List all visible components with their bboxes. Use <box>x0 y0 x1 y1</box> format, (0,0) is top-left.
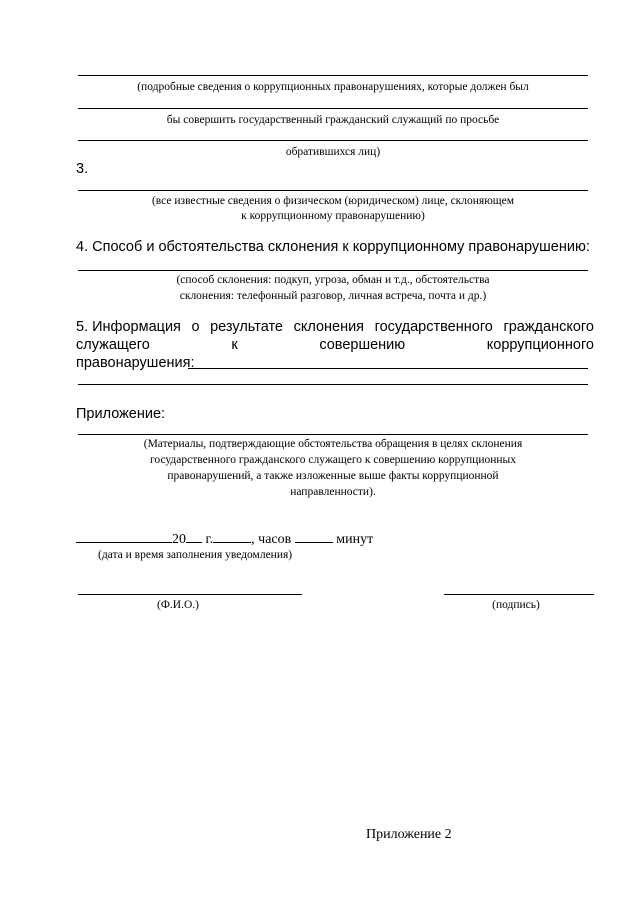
appendix-label: Приложение 2 <box>366 827 452 842</box>
section5-line2 <box>76 336 594 354</box>
word: склонения <box>293 319 365 335</box>
word: государственного <box>374 319 493 335</box>
section2-note-line1: (подробные сведения о коррупционных правонарушениях, которые должен был <box>137 81 529 93</box>
year-suffix: г. <box>205 532 214 547</box>
attachment-note-line1: (Материалы, подтверждающие обстоятельства обращения в целях склонения <box>143 438 523 450</box>
fill-line <box>78 108 588 109</box>
year-prefix: 20 <box>172 532 186 547</box>
attachment-note-line2: государственного гражданского служащего к совершению коррупционных <box>149 454 517 466</box>
date-time-caption: (дата и время заполнения уведомления) <box>98 549 293 561</box>
fill-line <box>78 75 588 76</box>
fill-line <box>78 270 588 271</box>
fill-line <box>188 368 588 369</box>
minutes-label: минут <box>336 532 374 547</box>
signature-caption: (подпись) <box>492 599 540 611</box>
section5-line3: правонарушения: <box>76 355 195 371</box>
attachment-heading: Приложение: <box>76 406 166 422</box>
word: результате <box>210 319 283 335</box>
word: коррупционного <box>486 337 594 353</box>
fio-caption: (Ф.И.О.) <box>157 599 199 611</box>
hour-blank[interactable] <box>213 528 251 543</box>
signature-line[interactable] <box>444 594 594 595</box>
section4-note-line2: склонения: телефонный разговор, личная встреча, почта и др.) <box>179 290 487 302</box>
year-blank[interactable] <box>186 528 202 543</box>
date-time-row <box>76 528 373 549</box>
word: служащего <box>76 337 150 353</box>
day-month-blank[interactable] <box>76 528 172 543</box>
fill-line <box>78 140 588 141</box>
word: совершению <box>319 337 406 353</box>
section3-number: 3. <box>76 161 89 177</box>
section5-line1 <box>76 318 594 336</box>
minute-blank[interactable] <box>295 528 333 543</box>
fill-line <box>78 434 588 435</box>
section2-note-line2: бы совершить государственный гражданский служащий по просьбе <box>166 114 500 126</box>
word: 5. Информация <box>76 319 181 335</box>
section4-heading: 4. Способ и обстоятельства склонения к коррупционному правонарушению: <box>76 239 590 255</box>
fio-line[interactable] <box>78 594 302 595</box>
word: к <box>231 337 238 353</box>
hours-label: , часов <box>251 532 292 547</box>
section3-note-line2: к коррупционному правонарушению) <box>241 210 425 222</box>
fill-line <box>78 384 588 385</box>
word: гражданского <box>503 319 594 335</box>
section3-note-line1: (все известные сведения о физическом (юридическом) лице, склоняющем <box>151 195 515 207</box>
attachment-note-line4: направленности). <box>290 486 376 498</box>
word: о <box>191 319 200 335</box>
fill-line <box>78 190 588 191</box>
attachment-note-line3: правонарушений, а также изложенные выше факты коррупционной <box>167 470 499 482</box>
section4-note-line1: (способ склонения: подкуп, угроза, обман и т.д., обстоятельства <box>176 274 490 286</box>
section2-note-line3: обратившихся лиц) <box>285 146 381 158</box>
